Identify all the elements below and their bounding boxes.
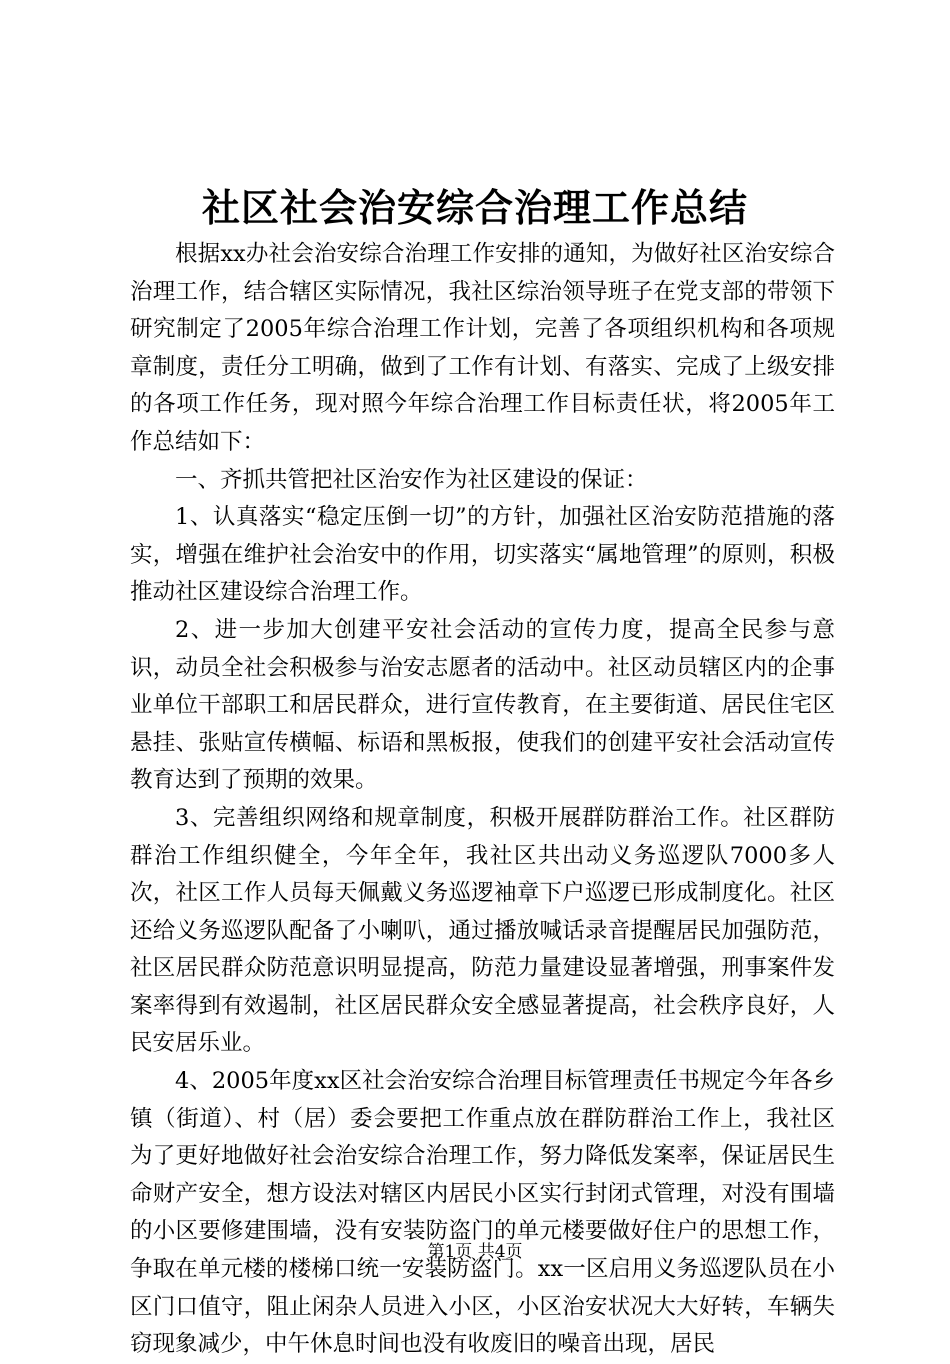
paragraph-item-2: 2、进一步加大创建平安社会活动的宣传力度，提高全民参与意识，动员全社会积极参与治安志愿者的活动中。社区动员辖区内的企事业单位干部职工和居民群众，进行宣传教育，在主要街道、居民住宅区悬挂、张贴宣传横幅、标语和黑板报，使我们的创建平安社会活动宣传教育达到了预期的效果。 [130, 616, 835, 794]
intro-paragraph: 根据xx办社会治安综合治理工作安排的通知，为做好社区治安综合治理工作，结合辖区实际情况，我社区综治领导班子在党支部的带领下研究制定了2005年综合治理工作计划，完善了各项组织机构和各项规章制度，责任分工明确，做到了工作有计划、有落实、完成了上级安排的各项工作任务，现对照今年综合治理工作目标责任状，将2005年工作总结如下： [130, 241, 835, 455]
paragraph-item-4: 4、2005年度xx区社会治安综合治理目标管理责任书规定今年各乡镇（街道）、村（居）委会要把工作重点放在群防群治工作上，我社区为了更好地做好社会治安综合治理工作，努力降低发案率，保证居民生命财产安全，想方设法对辖区内居民小区实行封闭式管理，对没有围墙的小区要修建围墙，没有安装防盗门的单元楼要做好住户的思想工作，争取在单元楼的楼梯口统一安装防盗门。xx一区启用义务巡逻队员在小区门口值守，阻止闲杂人员进入小区，小区治安状况大大好转，车辆失窃现象减少，中午休息时间也没有收废旧的噪音出现，居民 [130, 1068, 835, 1358]
document-body [130, 236, 835, 1364]
section-heading-1: 一、齐抓共管把社区治安作为社区建设的保证： [175, 466, 648, 493]
paragraph-item-1: 1、认真落实“稳定压倒一切”的方针，加强社区治安防范措施的落实，增强在维护社会治安中的作用，切实落实“属地管理”的原则，积极推动社区建设综合治理工作。 [130, 504, 835, 606]
page-footer: 第1页 共4页 [427, 1242, 523, 1262]
document-title: 社区社会治安综合治理工作总结 [201, 185, 748, 230]
paragraph-item-3: 3、完善组织网络和规章制度，积极开展群防群治工作。社区群防群治工作组织健全，今年全年，我社区共出动义务巡逻队7000多人次，社区工作人员每天佩戴义务巡逻袖章下户巡逻已形成制度化。社区还给义务巡逻队配备了小喇叭，通过播放喊话录音提醒居民加强防范，社区居民群众防范意识明显提高，防范力量建设显著增强，刑事案件发案率得到有效遏制，社区居民群众安全感显著提高，社会秩序良好，人民安居乐业。 [130, 804, 835, 1057]
